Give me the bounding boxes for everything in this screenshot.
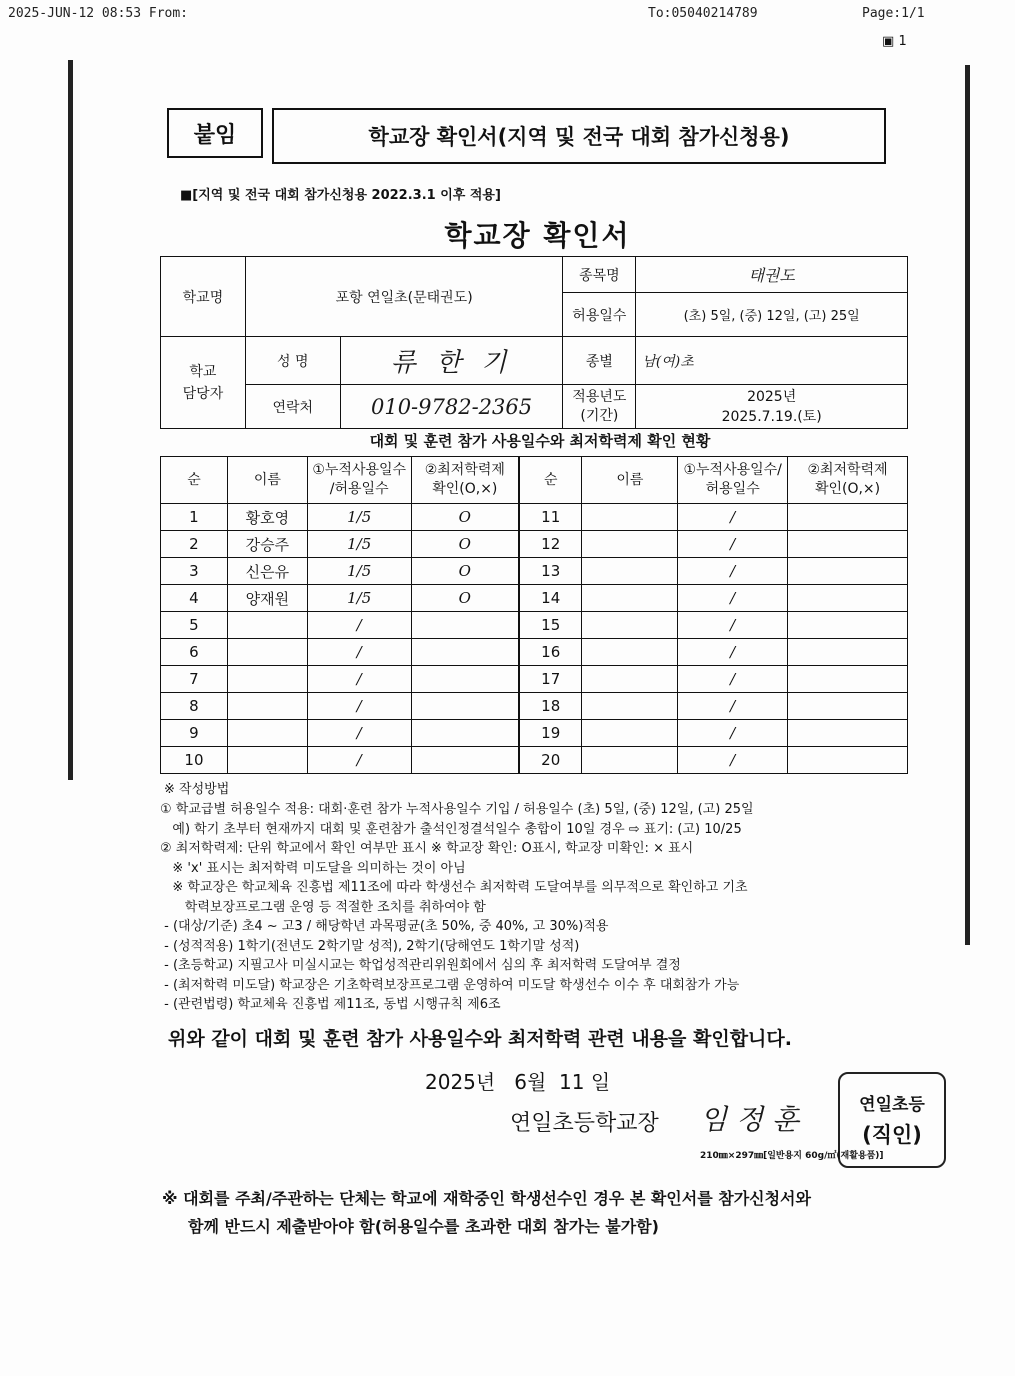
col-days: ①누적사용일수 /허용일수 bbox=[307, 457, 411, 504]
cell-no: 7 bbox=[161, 666, 228, 693]
col-check-right: ②최저학력제 확인(O,×) bbox=[788, 457, 908, 504]
cell-no: 2 bbox=[161, 531, 228, 558]
cell-check bbox=[788, 720, 908, 747]
cell-check: O bbox=[411, 531, 519, 558]
cell-check bbox=[788, 504, 908, 531]
cell-days: / bbox=[678, 531, 788, 558]
manager-contact: 010-9782-2365 bbox=[340, 385, 563, 429]
note-line: - (최저학력 미도달) 학교장은 기초학력보장프로그램 운영하여 미도달 학생선수 이수 후 대회참가 가능 bbox=[160, 977, 740, 993]
table-row bbox=[161, 693, 908, 720]
note-line: - (초등학교) 지필고사 미실시교는 학업성적관리위원회에서 심의 후 최저학력 도달여부 결정 bbox=[160, 958, 681, 973]
cell-days: / bbox=[307, 747, 411, 774]
cell-name: 황호영 bbox=[227, 504, 307, 531]
cell-days: / bbox=[307, 666, 411, 693]
scan-edge-right bbox=[965, 65, 970, 945]
cell-name bbox=[582, 585, 678, 612]
cell-check bbox=[788, 558, 908, 585]
year-label: 적용년도 (기간) bbox=[563, 385, 636, 429]
cell-name bbox=[582, 504, 678, 531]
sport-label: 종목명 bbox=[563, 257, 636, 293]
note-line: ※ 'x' 표시는 최저학력 미도달을 의미하는 것이 아님 bbox=[160, 860, 466, 876]
cell-no: 16 bbox=[519, 639, 582, 666]
cell-check bbox=[788, 747, 908, 774]
note-line: - (성적적용) 1학기(전년도 2학기말 성적), 2학기(당해연도 1학기말 성적) bbox=[160, 938, 580, 954]
cell-days: 1/5 bbox=[307, 558, 411, 585]
table-row bbox=[161, 747, 908, 774]
cell-check bbox=[788, 612, 908, 639]
cell-no: 5 bbox=[161, 612, 228, 639]
sport-value: 태권도 bbox=[636, 257, 908, 293]
table-row bbox=[161, 720, 908, 747]
cell-days: 1/5 bbox=[307, 585, 411, 612]
cell-name bbox=[227, 666, 307, 693]
notes-list bbox=[160, 800, 754, 1015]
cell-check bbox=[788, 585, 908, 612]
note-line: - (대상/기준) 초4 ~ 고3 / 해당학년 과목평균(초 50%, 중 40%, 고 30%)적용 bbox=[160, 919, 609, 934]
cell-name bbox=[582, 720, 678, 747]
principal-title: 연일초등학교장 bbox=[510, 1111, 659, 1136]
cell-check bbox=[411, 639, 519, 666]
cell-days: / bbox=[678, 585, 788, 612]
table-row bbox=[161, 558, 908, 585]
document-icon: ▣ bbox=[882, 34, 895, 49]
cell-no: 9 bbox=[161, 720, 228, 747]
school-info-table bbox=[160, 256, 908, 429]
cell-no: 19 bbox=[519, 720, 582, 747]
cell-check bbox=[411, 747, 519, 774]
cell-check bbox=[411, 720, 519, 747]
note-line: 학력보장프로그램 운영 등 적절한 조치를 취하여야 함 bbox=[160, 899, 486, 915]
table-row bbox=[161, 639, 908, 666]
status-table bbox=[160, 456, 908, 774]
cell-days: / bbox=[678, 693, 788, 720]
cell-no: 12 bbox=[519, 531, 582, 558]
cell-no: 20 bbox=[519, 747, 582, 774]
cell-name: 양재원 bbox=[227, 585, 307, 612]
col-no-right: 순 bbox=[519, 457, 582, 504]
official-seal: 연일초등 (직인) bbox=[838, 1072, 946, 1168]
cell-no: 18 bbox=[519, 693, 582, 720]
footer-note-2: 함께 반드시 제출받아야 함(허용일수를 초과한 대회 참가는 불가함) bbox=[188, 1217, 659, 1236]
fax-datetime: 2025-JUN-12 08:53 From: bbox=[8, 6, 189, 21]
days-value: (초) 5일, (중) 12일, (고) 25일 bbox=[636, 293, 908, 337]
type-value: 남(여)초 bbox=[636, 337, 908, 385]
cell-no: 14 bbox=[519, 585, 582, 612]
footer-note-1: ※ 대회를 주최/주관하는 단체는 학교에 재학중인 학생선수인 경우 본 확인서를 참가신청서와 bbox=[162, 1189, 811, 1208]
cell-days: / bbox=[678, 558, 788, 585]
cell-check bbox=[788, 666, 908, 693]
confirmation-statement: 위와 같이 대회 및 훈련 참가 사용일수와 최저학력 관련 내용을 확인합니다. bbox=[168, 1028, 792, 1050]
cell-name bbox=[227, 720, 307, 747]
cell-no: 6 bbox=[161, 639, 228, 666]
cell-no: 15 bbox=[519, 612, 582, 639]
cell-check bbox=[788, 693, 908, 720]
col-days-right: ①누적사용일수/ 허용일수 bbox=[678, 457, 788, 504]
note-line: ※ 학교장은 학교체육 진흥법 제11조에 따라 학생선수 최저학력 도달여부를 의무적으로 확인하고 기초 bbox=[160, 880, 748, 895]
col-name-right: 이름 bbox=[582, 457, 678, 504]
status-heading: 대회 및 훈련 참가 사용일수와 최저학력제 확인 현황 bbox=[369, 432, 711, 450]
fax-page: Page:1/1 bbox=[862, 6, 925, 21]
principal-signature: 임 정 훈 bbox=[700, 1103, 799, 1136]
cell-days: / bbox=[678, 612, 788, 639]
cell-no: 10 bbox=[161, 747, 228, 774]
cell-days: / bbox=[678, 747, 788, 774]
table-row bbox=[161, 666, 908, 693]
table-row bbox=[161, 531, 908, 558]
contact-label: 연락처 bbox=[245, 385, 340, 429]
manager-label: 학교 담당자 bbox=[161, 337, 246, 429]
cell-days: 1/5 bbox=[307, 531, 411, 558]
cell-no: 8 bbox=[161, 693, 228, 720]
days-label: 허용일수 bbox=[563, 293, 636, 337]
cell-days: / bbox=[678, 639, 788, 666]
manager-name: 류 한 기 bbox=[340, 337, 563, 385]
cell-check bbox=[411, 693, 519, 720]
cell-name: 강승주 bbox=[227, 531, 307, 558]
cell-name bbox=[582, 612, 678, 639]
notes-heading: ※ 작성방법 bbox=[164, 782, 230, 797]
cell-check bbox=[788, 531, 908, 558]
table-row bbox=[161, 585, 908, 612]
col-check: ②최저학력제 확인(O,×) bbox=[411, 457, 519, 504]
scan-edge-left bbox=[68, 60, 73, 780]
confirm-date: 2025년 6월 11 일 bbox=[425, 1070, 611, 1094]
year-value: 2025년 2025.7.19.(토) bbox=[636, 385, 908, 429]
cell-days: / bbox=[678, 720, 788, 747]
cell-name bbox=[582, 639, 678, 666]
type-label: 종별 bbox=[563, 337, 636, 385]
cell-name bbox=[227, 693, 307, 720]
note-line: ② 최저학력제: 단위 학교에서 확인 여부만 표시 ※ 학교장 확인: O표시, 학교장 미확인: × 표시 bbox=[160, 841, 694, 856]
cell-name bbox=[582, 531, 678, 558]
cell-name bbox=[227, 612, 307, 639]
cell-check bbox=[788, 639, 908, 666]
cell-no: 1 bbox=[161, 504, 228, 531]
note-line: ① 학교급별 허용일수 적용: 대회·훈련 참가 누적사용일수 기입 / 허용일수 (초) 5일, (중) 12일, (고) 25일 bbox=[160, 802, 754, 817]
cell-check: O bbox=[411, 585, 519, 612]
form-subtitle: ■[지역 및 전국 대회 참가신청용 2022.3.1 이후 적용] bbox=[180, 188, 501, 203]
cell-name: 신은유 bbox=[227, 558, 307, 585]
page-number: ▣ 1 bbox=[882, 34, 907, 49]
cell-days: / bbox=[307, 612, 411, 639]
note-line: 예) 학기 초부터 현재까지 대회 및 훈련참가 출석인정결석일수 총합이 10일 경우 ⇨ 표기: (고) 10/25 bbox=[160, 821, 742, 837]
cell-days: / bbox=[307, 639, 411, 666]
cell-name bbox=[582, 693, 678, 720]
cell-check bbox=[411, 612, 519, 639]
cell-name bbox=[227, 639, 307, 666]
note-line: - (관련법령) 학교체육 진흥법 제11조, 동법 시행규칙 제6조 bbox=[160, 997, 501, 1012]
form-title: 학교장 확인서 bbox=[444, 219, 631, 252]
cell-days: / bbox=[307, 693, 411, 720]
table-row bbox=[161, 504, 908, 531]
school-label: 학교명 bbox=[161, 257, 246, 337]
cell-no: 13 bbox=[519, 558, 582, 585]
cell-check: O bbox=[411, 558, 519, 585]
fax-recipient: To:05040214789 bbox=[648, 6, 758, 21]
attachment-tag: 붙임 bbox=[167, 108, 263, 158]
school-value: 포항 연일초(문태권도) bbox=[245, 257, 563, 337]
cell-name bbox=[227, 747, 307, 774]
header-title: 학교장 확인서(지역 및 전국 대회 참가신청용) bbox=[272, 108, 886, 164]
table-row bbox=[161, 612, 908, 639]
cell-days: / bbox=[307, 720, 411, 747]
cell-no: 3 bbox=[161, 558, 228, 585]
cell-name bbox=[582, 747, 678, 774]
cell-days: / bbox=[678, 504, 788, 531]
name-label: 성 명 bbox=[245, 337, 340, 385]
paper-spec: 210㎜×297㎜[일반용지 60g/㎡(재활용품)] bbox=[700, 1151, 884, 1161]
cell-check: O bbox=[411, 504, 519, 531]
col-no: 순 bbox=[161, 457, 228, 504]
cell-no: 11 bbox=[519, 504, 582, 531]
cell-days: 1/5 bbox=[307, 504, 411, 531]
cell-days: / bbox=[678, 666, 788, 693]
cell-name bbox=[582, 558, 678, 585]
cell-no: 4 bbox=[161, 585, 228, 612]
cell-check bbox=[411, 666, 519, 693]
cell-no: 17 bbox=[519, 666, 582, 693]
cell-name bbox=[582, 666, 678, 693]
col-name: 이름 bbox=[227, 457, 307, 504]
